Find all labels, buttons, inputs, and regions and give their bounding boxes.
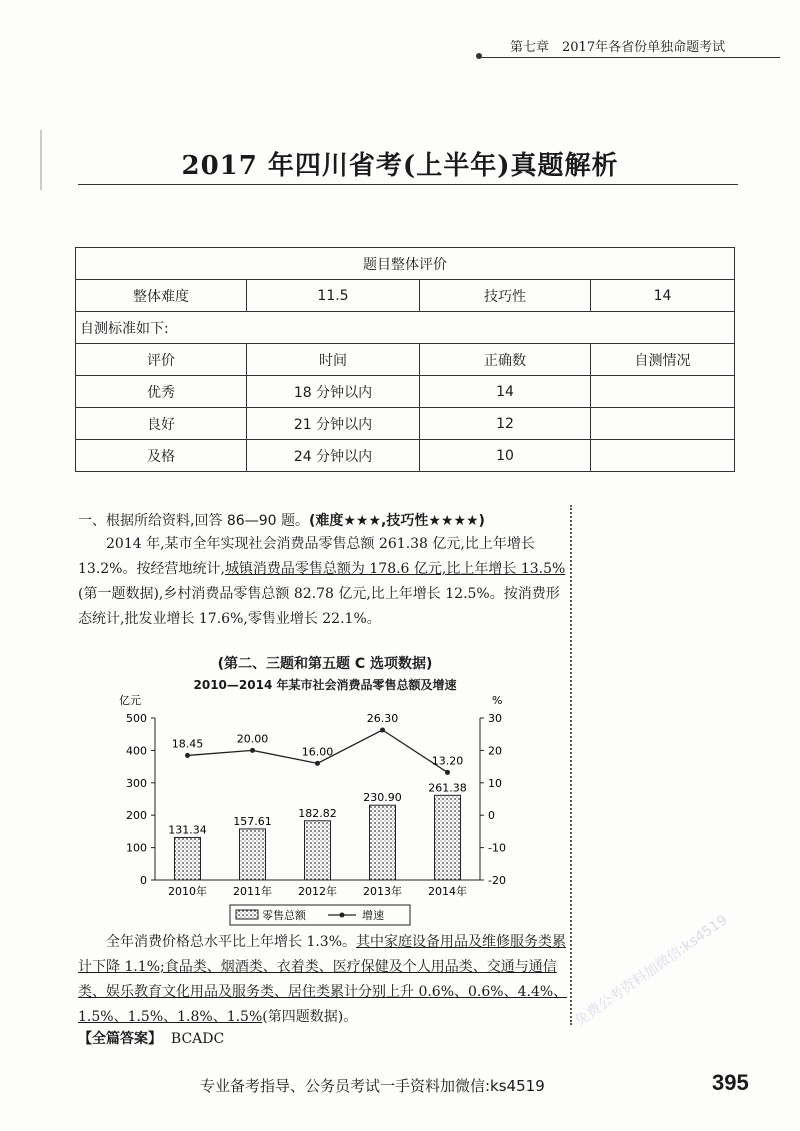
y-tick-label-left: 200: [126, 809, 147, 823]
y-tick-label-left: 500: [126, 712, 147, 725]
section-title: 一、根据所给资料,回答 86—90 题。: [78, 513, 309, 529]
header-dot: [476, 53, 482, 59]
x-tick-label: 2012年: [298, 885, 337, 898]
y-tick-label-right: 20: [488, 744, 502, 758]
chart-note: (第二、三题和第五题 C 选项数据): [217, 656, 433, 672]
grade-cell: 优秀: [76, 376, 247, 408]
table-caption: 题目整体评价: [76, 248, 735, 280]
y-tick-label-left: 100: [126, 841, 147, 855]
y-tick-label-right: -10: [488, 841, 506, 855]
difficulty-label: 整体难度: [76, 280, 247, 312]
watermark: 免费公考资料加微信:ks4519: [572, 912, 731, 1030]
bar-data-label: 261.38: [428, 781, 467, 795]
legend-line-label: 增速: [362, 909, 384, 922]
table-row: [76, 440, 735, 472]
time-cell: 24 分钟以内: [247, 440, 420, 472]
evaluation-table: [75, 247, 735, 472]
bar: [435, 795, 461, 880]
line-data-label: 13.20: [431, 754, 464, 768]
legend-bar-swatch: [236, 910, 258, 919]
time-cell: 21 分钟以内: [247, 408, 420, 440]
correct-cell: 14: [420, 376, 591, 408]
answer-label: 【全篇答案】: [78, 1031, 162, 1047]
line-point: [185, 753, 190, 758]
footer-text: 专业备考指导、公务员考试一手资料加微信:ks4519: [200, 1077, 545, 1095]
title-rule: [78, 184, 738, 185]
table-header: 时间: [247, 344, 420, 376]
chapter-header: 第七章 2017年各省份单独命题考试: [510, 40, 726, 55]
line-point: [445, 770, 450, 775]
correct-cell: 10: [420, 440, 591, 472]
answer-value: BCADC: [170, 1031, 225, 1047]
paragraph-2: [78, 930, 568, 1030]
paragraph-1-text-end: (第一题数据),乡村消费品零售总额 82.78 亿元,比上年增长 12.5%。按消费形态统计,批发业增长 17.6%,零售业增长 22.1%。: [78, 586, 560, 627]
line-data-label: 16.00: [301, 745, 334, 759]
bar-data-label: 131.34: [168, 823, 207, 837]
header-rule: [480, 57, 780, 58]
retail-chart: [110, 690, 530, 935]
skill-value: 14: [591, 280, 735, 312]
x-tick-label: 2014年: [428, 885, 467, 898]
line-point: [250, 748, 255, 753]
table-row: [76, 376, 735, 408]
standard-label: 自测标准如下:: [76, 312, 735, 344]
paragraph-2-text-end: (第四题数据)。: [262, 1009, 358, 1025]
paragraph-1-underlined: 城镇消费品零售总额为 178.6 亿元,比上年增长 13.5%: [224, 561, 566, 577]
y-tick-label-left: 0: [140, 874, 147, 887]
y-tick-label-left: 400: [126, 744, 147, 758]
paragraph-2-text: 全年消费价格总水平比上年增长 1.3%。: [106, 934, 357, 950]
self-cell: [591, 408, 735, 440]
bar: [305, 821, 331, 880]
margin-divider: [570, 505, 582, 1025]
legend-bar-label: 零售总额: [262, 909, 306, 922]
y-tick-label-right: 30: [488, 712, 502, 725]
self-cell: [591, 376, 735, 408]
time-cell: 18 分钟以内: [247, 376, 420, 408]
line-data-label: 20.00: [236, 732, 269, 746]
x-tick-label: 2013年: [363, 885, 402, 898]
chart-title: 2010—2014 年某市社会消费品零售总额及增速: [193, 678, 457, 692]
difficulty-value: 11.5: [247, 280, 420, 312]
x-tick-label: 2011年: [233, 885, 272, 898]
paragraph-1-text: 2014 年,某市全年实现社会消费品零售总额 261.38 亿元,比上年增长 13.2%。按经营地统计,: [78, 536, 535, 577]
page-title: 2017 年四川省考(上半年)真题解析: [181, 151, 619, 181]
bar: [175, 837, 201, 880]
y-axis-label-left: 亿元: [119, 694, 141, 707]
y-tick-label-right: -20: [488, 874, 506, 887]
bar-data-label: 157.61: [233, 814, 272, 828]
table-row: [76, 408, 735, 440]
self-cell: [591, 440, 735, 472]
line-point: [315, 761, 320, 766]
line-data-label: 18.45: [171, 737, 204, 751]
line-data-label: 26.30: [366, 711, 399, 725]
bar-data-label: 230.90: [363, 791, 402, 805]
grade-cell: 及格: [76, 440, 247, 472]
page-number: 395: [712, 1070, 749, 1095]
section-heading: [78, 510, 578, 530]
table-header: 评价: [76, 344, 247, 376]
answer-line: [78, 1028, 224, 1048]
legend-line-marker: [340, 913, 345, 918]
paragraph-1: [78, 532, 568, 632]
correct-cell: 12: [420, 408, 591, 440]
y-tick-label-right: 0: [488, 809, 495, 823]
section-rating: (难度★★★,技巧性★★★★): [308, 513, 485, 529]
grade-cell: 良好: [76, 408, 247, 440]
skill-label: 技巧性: [420, 280, 591, 312]
y-axis-label-right: %: [492, 694, 503, 707]
bar: [370, 805, 396, 880]
line-point: [380, 727, 385, 732]
paragraph-2-underlined: 其中家庭设备用品及维修服务类累计下降 1.1%;食品类、烟酒类、衣着类、医疗保健及个人用品类、交通与通信类、娱乐教育文化用品及服务类、居住类累计分别上升 0.6%、0.6%、4.4%、1.5%、1.5%、1.8%、1.5%: [78, 934, 568, 1025]
y-tick-label-right: 10: [488, 776, 502, 790]
table-header: 自测情况: [591, 344, 735, 376]
x-tick-label: 2010年: [168, 885, 207, 898]
table-header: 正确数: [420, 344, 591, 376]
bar: [240, 829, 266, 880]
y-tick-label-left: 300: [126, 776, 147, 790]
bar-data-label: 182.82: [298, 806, 337, 820]
